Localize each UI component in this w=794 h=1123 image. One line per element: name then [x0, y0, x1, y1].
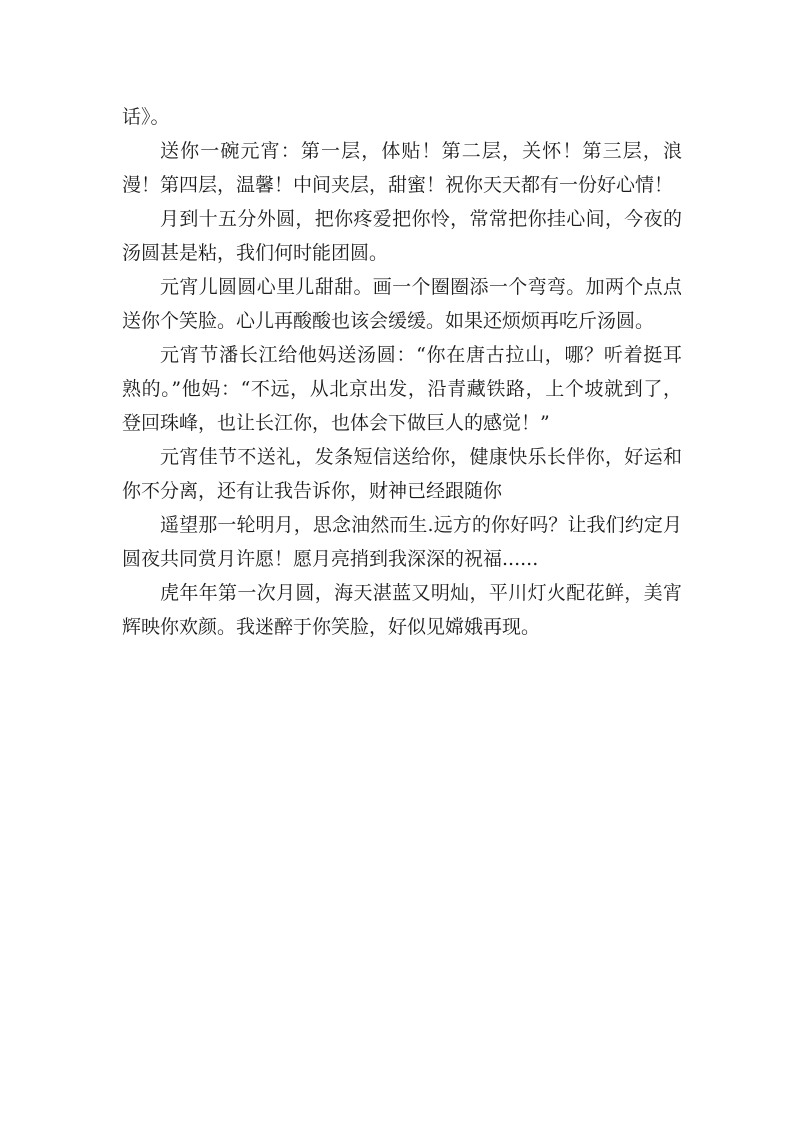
paragraph-continuation: 话》。 — [122, 106, 170, 128]
paragraph-yuanxiao-bowl: 送你一碗元宵：第一层，体贴！第二层，关怀！第三层，浪漫！第四层，温馨！中间夹层，甜蜜！祝你天天都有一份好心情！ — [122, 140, 682, 196]
paragraph-moon-wish: 遥望那一轮明月，思念油然而生.远方的你好吗？让我们约定月圆夜共同赏月许愿！愿月亮捎到我深深的祝福...... — [122, 514, 682, 570]
paragraph-no-gifts: 元宵佳节不送礼，发条短信送给你，健康快乐长伴你，好运和你不分离，还有让我告诉你，财神已经跟随你 — [122, 446, 682, 502]
paragraph-tiger-year: 虎年年第一次月圆，海天湛蓝又明灿，平川灯火配花鲜，美宵辉映你欢颜。我迷醉于你笑脸，好似见嫦娥再现。 — [122, 582, 682, 638]
paragraph-smiley: 元宵儿圆圆心里儿甜甜。画一个圈圈添一个弯弯。加两个点点送你个笑脸。心儿再酸酸也该会缓缓。如果还烦烦再吃斤汤圆。 — [122, 276, 682, 332]
document-body — [122, 100, 682, 644]
paragraph-full-moon: 月到十五分外圆，把你疼爱把你怜，常常把你挂心间，今夜的汤圆甚是粘，我们何时能团圆。 — [122, 208, 682, 264]
paragraph-pan-changjiang: 元宵节潘长江给他妈送汤圆：“你在唐古拉山，哪？听着挺耳熟的。”他妈：“不远，从北京出发，沿青藏铁路，上个坡就到了，登回珠峰，也让长江你，也体会下做巨人的感觉！” — [122, 344, 682, 434]
